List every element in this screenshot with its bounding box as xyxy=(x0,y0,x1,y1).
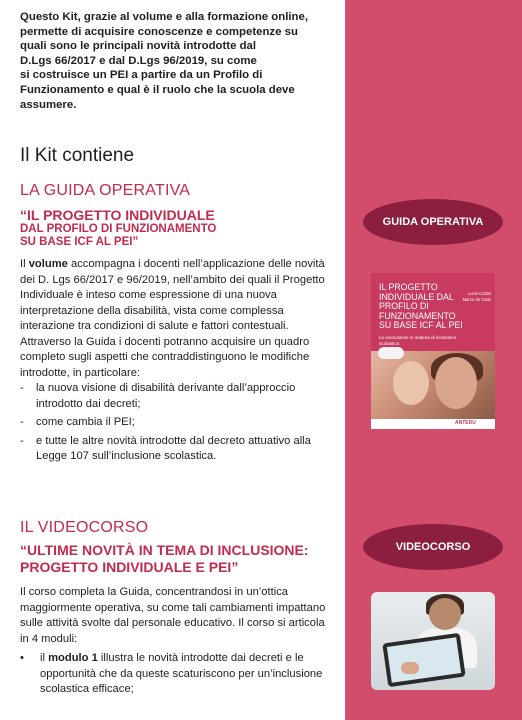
guida-list xyxy=(20,381,336,465)
guida-operativa-pill: GUIDA OPERATIVA xyxy=(363,199,503,245)
list-marker: • xyxy=(20,652,24,664)
video-subtitle xyxy=(20,542,338,576)
book-subtitle: Le innovazioni in materia di inclusione scolastica xyxy=(379,335,457,346)
cover-photo-detail xyxy=(435,357,477,409)
list-marker: - xyxy=(20,382,24,394)
cover-photo-detail xyxy=(393,361,429,405)
intro-line: permette di acquisire conoscenze e competenze su xyxy=(20,25,298,38)
intro-line: quali sono le principali novità introdotte dal xyxy=(20,40,257,53)
guida-paragraph: Attraverso la Guida i docenti potranno acquisire un quadro completo sugli aspetti che contraddistinguono le modifiche introdotte, in particolare: xyxy=(20,335,310,379)
list-item-text: come cambia il PEI; xyxy=(36,416,135,428)
tablet-icon xyxy=(382,633,465,687)
list-item-text: e tutte le altre novità introdotte dal decreto attuativo alla Legge 107 sull’inclusione scolastica. xyxy=(36,434,311,462)
intro-line: assumere. xyxy=(20,98,77,111)
guida-section-title: LA GUIDA OPERATIVA xyxy=(20,182,191,199)
intro-line: D.Lgs 66/2017 e dal D.Lgs 96/2019, su come xyxy=(20,54,257,67)
publisher-logo: ANTEDU xyxy=(455,420,476,426)
video-subtitle-line: “ULTIME NOVITÀ IN TEMA DI INCLUSIONE: xyxy=(20,542,309,558)
guida-subtitle-line: “IL PROGETTO INDIVIDUALE xyxy=(20,207,215,223)
intro-text xyxy=(20,10,338,112)
text-span: Il xyxy=(20,258,29,270)
list-item xyxy=(20,651,336,698)
list-item-text: illustra le novità introdotte dai decreti e le opportunità che da queste scaturiscono per un’inclusione scolastica efficace; xyxy=(40,652,323,695)
book-title: IL PROGETTO INDIVIDUALE DAL PROFILO DI FUNZIONAMENTO SU BASE ICF AL PEI xyxy=(379,282,463,330)
guida-subtitle-line: DAL PROFILO DI FUNZIONAMENTO xyxy=(20,223,217,235)
video-section-title: IL VIDEOCORSO xyxy=(20,519,149,536)
cover-badge-icon xyxy=(378,347,404,359)
video-subtitle-line: PROGETTO INDIVIDUALE E PEI” xyxy=(20,559,239,575)
list-item xyxy=(20,415,336,431)
video-list xyxy=(20,651,336,698)
book-authors: Lucio Cottini Marco de Caris xyxy=(462,291,491,302)
list-marker: - xyxy=(20,416,24,428)
list-item xyxy=(20,381,336,412)
intro-line: Questo Kit, grazie al volume e alla formazione online, xyxy=(20,11,308,23)
bold-term: modulo 1 xyxy=(48,652,98,664)
videocorso-pill: VIDEOCORSO xyxy=(363,524,503,570)
cover-footer xyxy=(371,419,495,429)
text-span: accompagna i docenti nell’applicazione delle novità dei D. Lgs 66/2017 e 96/2019, nell’ambito dei quali il Progetto Individuale è inteso come espressione di una nuova interpretazione della disabilità, vista come complessa interazione tra condizioni di salute e fattori contestuali. xyxy=(20,258,325,332)
guida-paragraph xyxy=(20,257,336,335)
list-item xyxy=(20,434,336,465)
video-body xyxy=(20,585,336,698)
photo-detail xyxy=(401,662,419,674)
guida-body xyxy=(20,257,336,465)
list-item-text: la nuova visione di disabilità derivante dall’approccio introdotto dai decreti; xyxy=(36,382,296,410)
tablet-screen xyxy=(387,637,461,682)
text-span: il xyxy=(40,652,49,664)
list-marker: - xyxy=(20,434,24,447)
videocorso-image xyxy=(371,592,495,690)
bold-term: volume xyxy=(28,258,68,270)
photo-detail xyxy=(429,598,461,630)
kit-heading: Il Kit contiene xyxy=(20,145,135,166)
intro-line: Funzionamento e qual è il ruolo che la scuola deve xyxy=(20,83,295,96)
video-paragraph: Il corso completa la Guida, concentrandosi in un’ottica maggiormente operativa, su come tali cambiamenti impattano sulle attività svolte dal personale educativo. Il corso si articola in 4 moduli: xyxy=(20,586,326,645)
intro-line: si costruisce un PEI a partire da un Profilo di xyxy=(20,69,263,82)
book-cover-image xyxy=(371,273,495,429)
sidebar-divider xyxy=(338,0,345,720)
guida-subtitle xyxy=(20,207,338,249)
guida-subtitle-line: SU BASE ICF AL PEI” xyxy=(20,236,139,248)
